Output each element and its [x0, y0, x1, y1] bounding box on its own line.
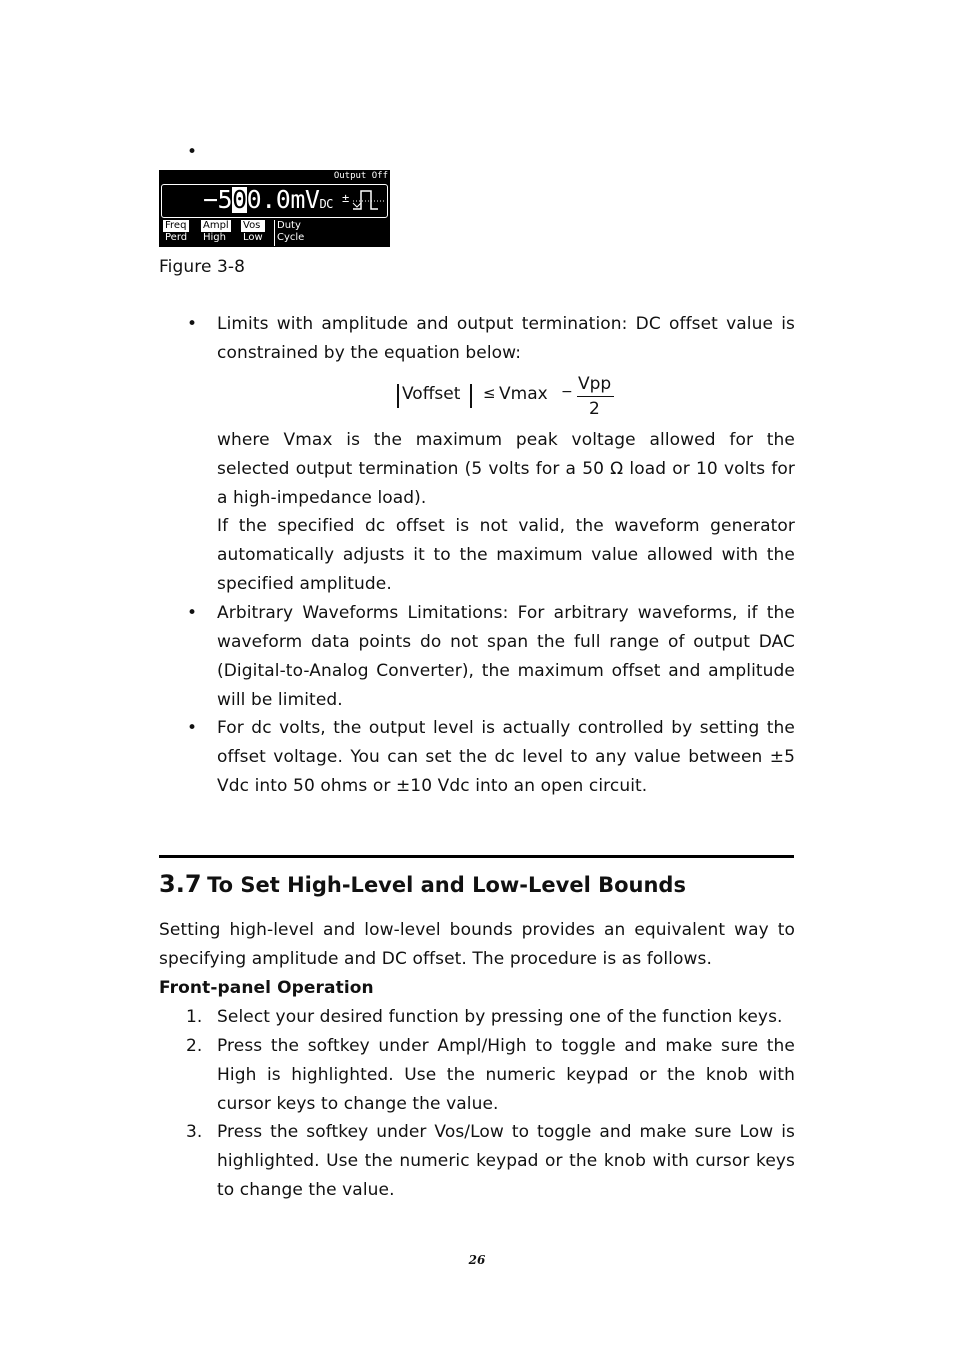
vmax-explanation: where Vmax is the maximum peak voltage allowed for the selected output termination (5 volts for a 50 Ω load or 10 volts for a high-impedance load). [217, 430, 795, 508]
output-status: Output Off [333, 171, 388, 181]
softkey-top-label: Vos [241, 220, 265, 232]
equation-lhs: Voffset [402, 384, 461, 404]
abs-bar-right [470, 384, 472, 408]
softkey-top-label: Duty [277, 220, 301, 231]
softkey-top-label: Freq [163, 220, 189, 232]
invalid-offset-note: If the specified dc offset is not valid, the waveform generator automatically adjusts it to the maximum value allowed with the specified amplitude. [217, 516, 795, 594]
section-divider [159, 855, 794, 858]
bullet-marker: • [187, 314, 198, 334]
lcd-screenshot [159, 170, 390, 247]
page-number: 26 [468, 1253, 486, 1267]
abs-bar-left [397, 384, 399, 408]
minus-symbol: − [561, 384, 573, 400]
softkey-bottom-label: High [203, 232, 226, 243]
bullet-marker: • [187, 603, 198, 623]
section-title: To Set High-Level and Low-Level Bounds [207, 873, 686, 897]
step-number: 2. [186, 1036, 203, 1056]
softkey-duty-cycle[interactable] [274, 220, 306, 246]
section-heading [159, 870, 686, 898]
value-cursor-digit: 0 [232, 185, 247, 214]
softkey-bottom-label: Cycle [277, 232, 305, 243]
fraction-numerator: Vpp [578, 374, 612, 394]
equation-vmax: Vmax [499, 384, 548, 404]
dc-offset-value [203, 184, 333, 220]
front-panel-subheading: Front-panel Operation [159, 978, 374, 998]
bullet-marker: • [187, 142, 198, 162]
step-text: Select your desired function by pressing one of the function keys. [217, 1007, 783, 1027]
value-prefix: −5 [203, 185, 233, 214]
softkey-bottom-label: Low [243, 232, 263, 243]
plus-minus-icon: ± [342, 191, 350, 205]
step-text: Press the softkey under Vos/Low to toggle and make sure Low is highlighted. Use the numeric keypad or the knob with cursor keys to change the value. [217, 1122, 795, 1200]
softkey-ampl-high[interactable] [201, 220, 231, 246]
value-rest: 0.0mV [246, 185, 320, 214]
bullet-limits-amplitude: Limits with amplitude and output termination: DC offset value is constrained by the equation below: [217, 314, 795, 363]
bullet-marker: • [187, 718, 198, 738]
step-text: Press the softkey under Ampl/High to toggle and make sure the High is highlighted. Use the numeric keypad or the knob with cursor keys to change the value. [217, 1036, 795, 1114]
figure-caption: Figure 3-8 [159, 257, 246, 277]
softkey-top-label: Ampl [203, 220, 229, 231]
fraction-denominator: 2 [589, 399, 600, 419]
softkey-freq-perd[interactable] [163, 220, 189, 246]
step-number: 1. [186, 1007, 203, 1027]
step-number: 3. [186, 1122, 203, 1142]
softkey-bottom-label: Perd [165, 232, 188, 243]
softkey-vos-low[interactable] [241, 220, 265, 246]
value-subscript: DC [319, 197, 333, 211]
fraction-bar [577, 396, 614, 397]
dc-waveform-icon [352, 187, 386, 213]
section-intro: Setting high-level and low-level bounds provides an equivalent way to specifying amplitude and DC offset. The procedure is as follows. [159, 920, 795, 969]
section-number: 3.7 [159, 870, 202, 898]
leq-symbol: ≤ [483, 384, 496, 402]
bullet-dc-volts: For dc volts, the output level is actually controlled by setting the offset voltage. You can set the dc level to any value between ±5 Vdc into 50 ohms or ±10 Vdc into an open circuit. [217, 718, 795, 796]
bullet-arbitrary-limits: Arbitrary Waveforms Limitations: For arbitrary waveforms, if the waveform data points do not span the full range of output DAC (Digital-to-Analog Converter), the maximum offset and amplitude will be limited. [217, 603, 795, 710]
